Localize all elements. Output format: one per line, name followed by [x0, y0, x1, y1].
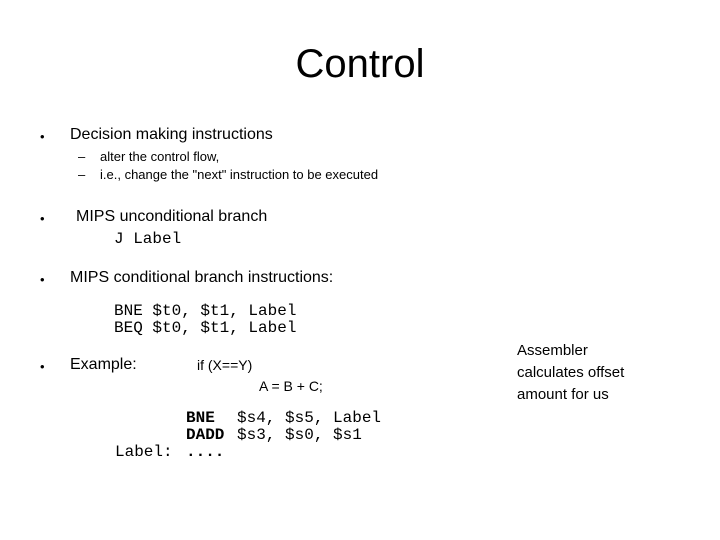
- code-jump-label: J Label: [114, 230, 182, 248]
- bullet-conditional-branch: MIPS conditional branch instructions:: [70, 269, 334, 286]
- subitem-next-instruction: i.e., change the "next" instruction to be executed: [100, 167, 379, 182]
- asm-label: Label:: [115, 443, 173, 461]
- asm-ellipsis: ....: [186, 443, 225, 461]
- pseudo-if: if (X==Y): [197, 357, 253, 373]
- pseudo-assign: A = B + C;: [259, 378, 323, 394]
- bullet-marker: •: [40, 129, 45, 144]
- bullet-marker: •: [40, 211, 45, 226]
- asm-op-bne: BNE: [186, 409, 215, 427]
- bullet-marker: •: [40, 272, 45, 287]
- asm-args-dadd: $s3, $s0, $s1: [237, 426, 362, 444]
- bullet-decision-making: Decision making instructions: [70, 126, 273, 143]
- bullet-unconditional-branch: MIPS unconditional branch: [76, 208, 268, 225]
- bullet-example: Example:: [70, 356, 137, 373]
- subitem-alter-flow: alter the control flow,: [100, 149, 220, 164]
- code-bne: BNE $t0, $t1, Label: [114, 302, 297, 320]
- assembler-note: Assembler calculates offset amount for us: [517, 342, 625, 403]
- slide-title: Control: [295, 42, 425, 86]
- code-beq: BEQ $t0, $t1, Label: [114, 319, 297, 337]
- bullet-marker: •: [40, 359, 45, 374]
- dash-marker: –: [78, 167, 86, 182]
- dash-marker: –: [78, 149, 86, 164]
- asm-args-bne: $s4, $s5, Label: [237, 409, 382, 427]
- asm-op-dadd: DADD: [186, 426, 225, 444]
